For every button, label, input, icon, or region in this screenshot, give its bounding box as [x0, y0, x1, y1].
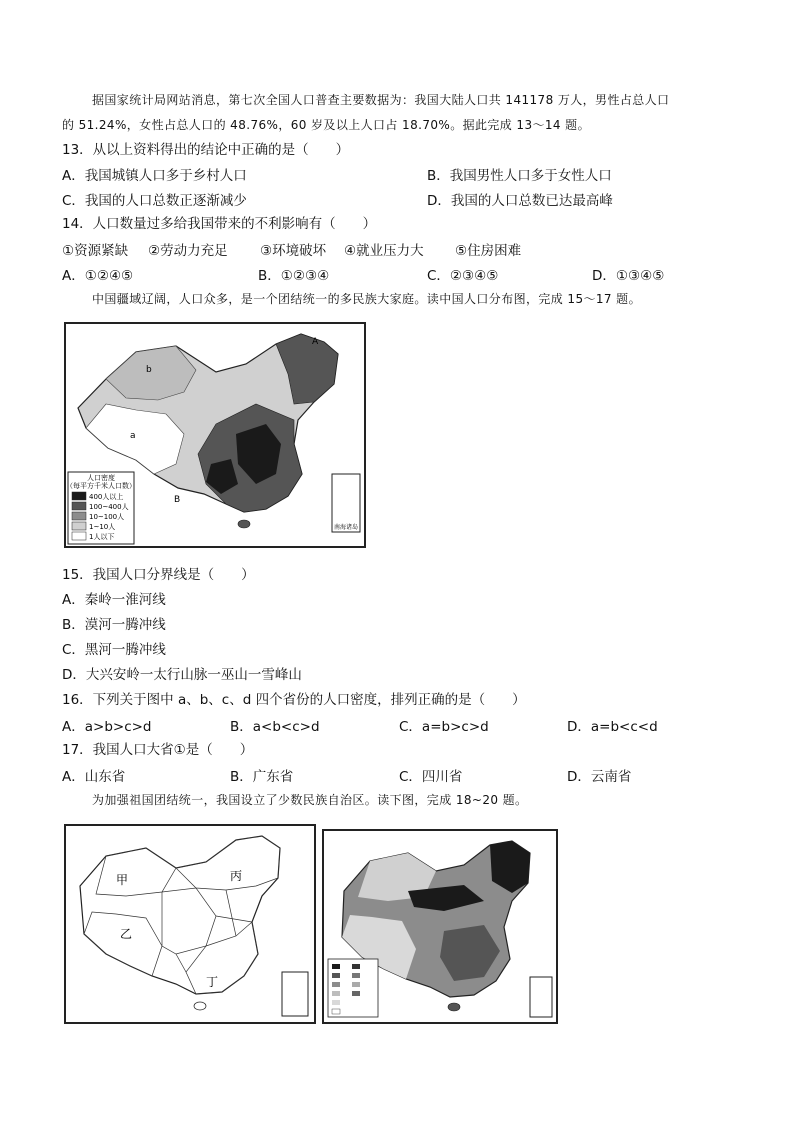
map-label-b: b	[146, 365, 152, 375]
question-16-option-a[interactable]: A．a>b>c>d	[62, 719, 152, 735]
question-16-option-c[interactable]: C．a=b>c>d	[399, 719, 489, 735]
question-14-item: ④就业压力大	[344, 243, 424, 259]
hainan-island	[238, 520, 250, 528]
ethnic-legend-swatch	[332, 1009, 340, 1014]
legend-swatch-mid	[72, 502, 86, 510]
south-sea-inset-box	[530, 977, 552, 1017]
legend-label: 400人以上	[89, 493, 124, 501]
intro-text-2: 中国疆域辽阔，人口众多，是一个团结统一的多民族大家庭。读中国人口分布图，完成 15～17 题。	[92, 292, 641, 306]
intro-text-line2: 的 51.24%，女性占总人口的 48.76%，60 岁及以上人口占 18.70%。据此完成 13～14 题。	[62, 118, 590, 132]
population-map-graphic	[66, 324, 364, 546]
ethnic-legend-swatch	[332, 973, 340, 978]
ethnic-legend-swatch	[352, 982, 360, 987]
ethnic-legend-swatch	[332, 982, 340, 987]
question-13-options-row1	[62, 164, 762, 184]
legend-swatch-dense	[72, 492, 86, 500]
question-13-stem: 13．从以上资料得出的结论中正确的是（ ）	[62, 142, 350, 158]
question-16-stem: 16．下列关于图中 a、b、c、d 四个省份的人口密度，排列正确的是（ ）	[62, 692, 526, 708]
question-17-option-a[interactable]: A．山东省	[62, 769, 126, 785]
legend-label: 100~400人	[89, 503, 129, 511]
province-outline-map	[64, 824, 316, 1024]
legend-subtitle: （每平方千米人口数）	[66, 482, 136, 490]
ethnic-legend-swatch	[332, 964, 340, 969]
question-14-option-a[interactable]: A．①②④⑤	[62, 268, 134, 284]
map-label-a: a	[130, 431, 136, 441]
south-sea-inset-label: 南海诸岛	[333, 524, 359, 531]
question-15-option-c[interactable]: C．黑河一腾冲线	[62, 642, 166, 658]
legend-swatch-light	[72, 512, 86, 520]
question-14-item: ③环境破坏	[260, 243, 327, 259]
question-14-option-d[interactable]: D．①③④⑤	[592, 268, 665, 284]
population-density-map	[64, 322, 366, 548]
map-label-A: A	[312, 337, 319, 347]
question-14-option-c[interactable]: C．②③④⑤	[427, 268, 499, 284]
question-13-option-b[interactable]: B．我国男性人口多于女性人口	[427, 168, 612, 184]
ethnic-distribution-map	[322, 829, 558, 1024]
legend-label: 1人以下	[89, 533, 115, 541]
question-17-option-d[interactable]: D．云南省	[567, 769, 632, 785]
question-15-stem: 15．我国人口分界线是（ ）	[62, 567, 255, 583]
legend-label: 10~100人	[89, 513, 125, 521]
question-17-stem: 17．我国人口大省①是（ ）	[62, 742, 254, 758]
map-label-ding: 丁	[206, 975, 219, 989]
question-17-option-c[interactable]: C．四川省	[399, 769, 463, 785]
hainan-island	[448, 1003, 460, 1011]
question-17-options	[62, 765, 762, 785]
intro-text-line1: 据国家统计局网站消息，第七次全国人口普查主要数据为：我国大陆人口共 141178 万人，男性占总人口	[92, 93, 670, 107]
legend-title: 人口密度	[87, 474, 115, 482]
question-13-options-row2	[62, 189, 762, 209]
ethnic-legend-swatch	[352, 964, 360, 969]
question-14-option-b[interactable]: B．①②③④	[258, 268, 330, 284]
question-13-option-d[interactable]: D．我国的人口总数已达最高峰	[427, 193, 613, 209]
map-label-jia: 甲	[116, 873, 129, 887]
legend-swatch-empty	[72, 532, 86, 540]
intro-text-3: 为加强祖国团结统一，我国设立了少数民族自治区。读下图，完成 18~20 题。	[92, 793, 528, 807]
question-14-item: ①资源紧缺	[62, 243, 129, 259]
map-label-bing: 丙	[230, 869, 243, 883]
question-16-options	[62, 715, 762, 735]
question-15-option-d[interactable]: D．大兴安岭一太行山脉一巫山一雪峰山	[62, 667, 302, 683]
question-13-option-c[interactable]: C．我国的人口总数正逐渐减少	[62, 193, 247, 209]
ethnic-legend-swatch	[352, 991, 360, 996]
question-13-option-a[interactable]: A．我国城镇人口多于乡村人口	[62, 168, 247, 184]
legend-swatch-sparse	[72, 522, 86, 530]
china-outline	[80, 836, 280, 994]
question-14-item: ②劳动力充足	[148, 243, 228, 259]
map-label-yi: 乙	[120, 927, 133, 941]
question-15-option-a[interactable]: A．秦岭一淮河线	[62, 592, 166, 608]
question-14-items	[62, 239, 762, 259]
map-label-B: B	[174, 495, 181, 505]
question-14-stem: 14．人口数量过多给我国带来的不利影响有（ ）	[62, 216, 377, 232]
question-16-option-b[interactable]: B．a<b<c>d	[230, 719, 320, 735]
ethnic-legend-swatch	[352, 973, 360, 978]
question-15-option-b[interactable]: B．漠河一腾冲线	[62, 617, 166, 633]
south-sea-inset-box	[282, 972, 308, 1016]
question-17-option-b[interactable]: B．广东省	[230, 769, 294, 785]
province-map-graphic	[66, 826, 314, 1022]
legend-label: 1~10人	[89, 523, 116, 531]
hainan-island	[194, 1002, 206, 1010]
question-14-options	[62, 264, 762, 284]
ethnic-legend-swatch	[332, 1000, 340, 1005]
ethnic-map-graphic	[324, 831, 556, 1022]
question-16-option-d[interactable]: D．a=b<c<d	[567, 719, 658, 735]
question-14-item: ⑤住房困难	[455, 243, 522, 259]
ethnic-legend-swatch	[332, 991, 340, 996]
